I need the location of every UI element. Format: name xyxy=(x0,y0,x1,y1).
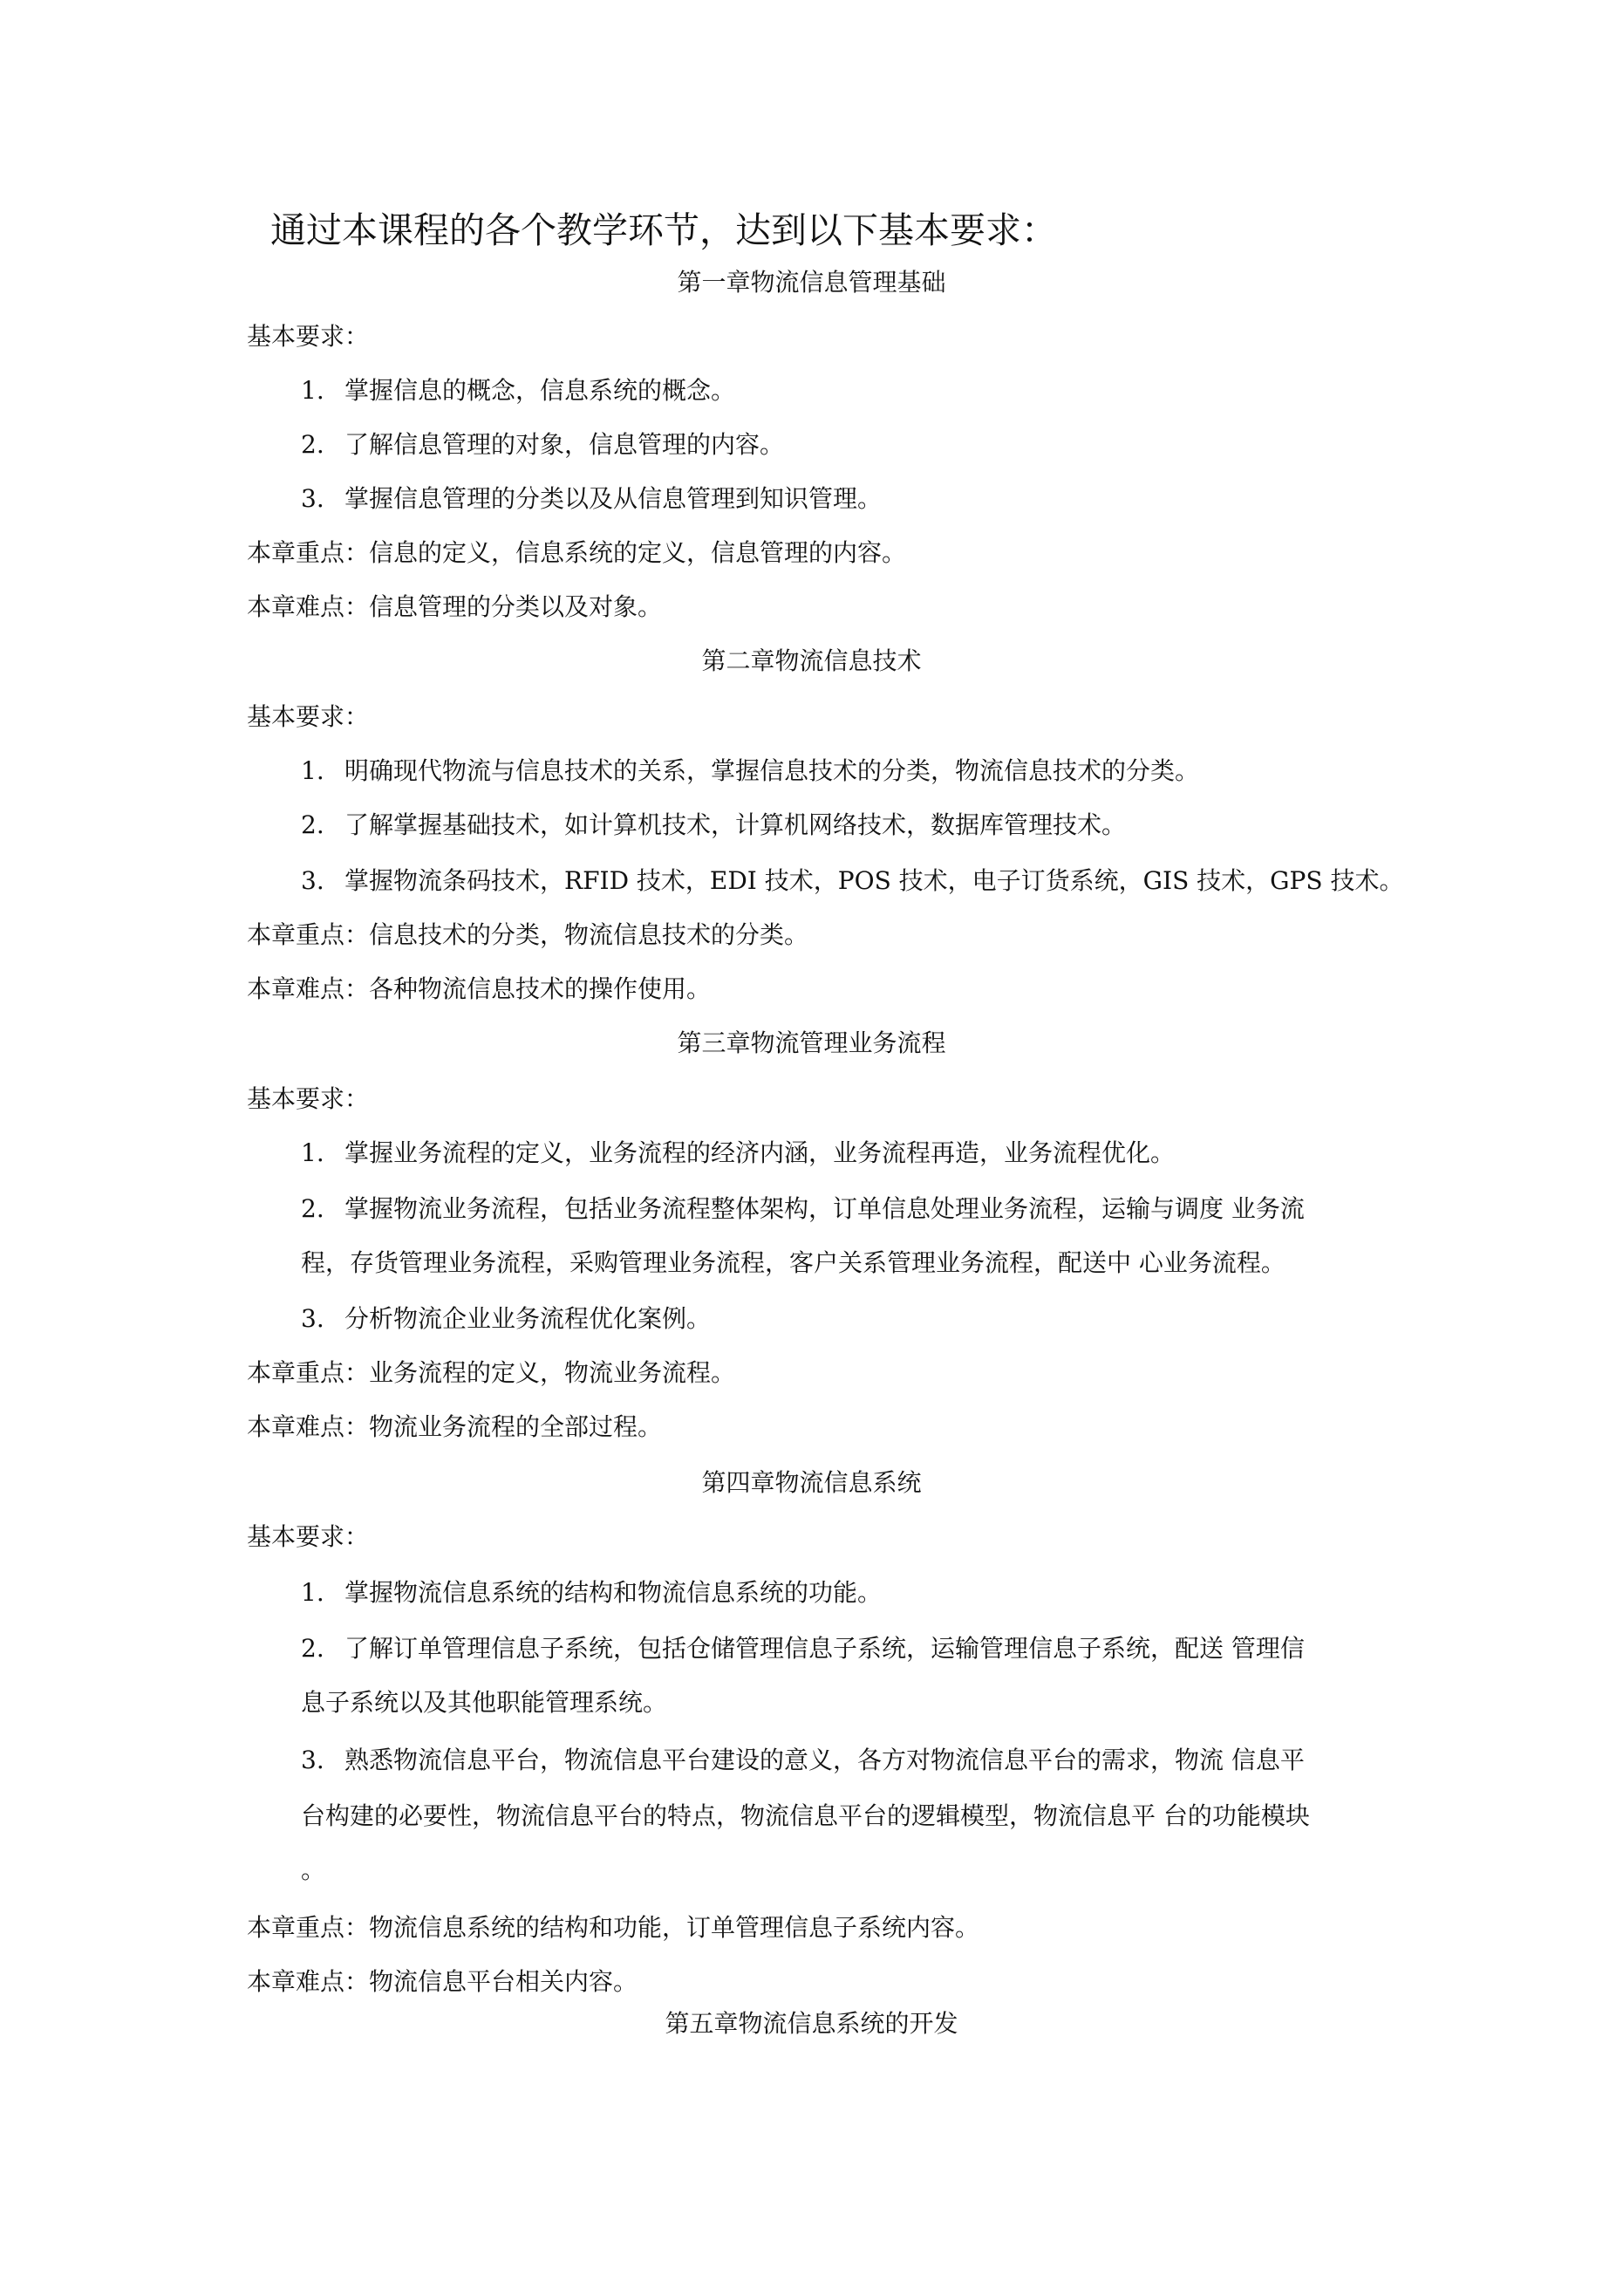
chapter-2-requirements-label: 基本要求： xyxy=(247,702,370,731)
item-text: 掌握信息的概念，信息系统的概念。 xyxy=(344,376,736,405)
item-number: 1. xyxy=(301,376,324,405)
chapter-2-item-2 xyxy=(301,808,1126,843)
item-text: 掌握物流条码技术，RFID 技术，EDI 技术，POS 技术，电子订货系统，GIS 技术，GPS 技术。 xyxy=(344,866,1404,895)
chapter-4-item-3 xyxy=(301,1743,1305,1778)
chapter-1-difficulties: 本章难点：信息管理的分类以及对象。 xyxy=(247,592,663,621)
chapter-4-difficulties: 本章难点：物流信息平台相关内容。 xyxy=(247,1967,638,1996)
item-text: 掌握物流业务流程，包括业务流程整体架构，订单信息处理业务流程，运输与调度 业务流 xyxy=(344,1194,1305,1223)
chapter-3-item-3 xyxy=(301,1302,711,1336)
chapter-4-title: 第四章物流信息系统 xyxy=(701,1468,922,1497)
chapter-1-title: 第一章物流信息管理基础 xyxy=(677,268,946,297)
item-text: 明确现代物流与信息技术的关系，掌握信息技术的分类，物流信息技术的分类。 xyxy=(344,756,1200,785)
chapter-5-title: 第五章物流信息系统的开发 xyxy=(665,2009,958,2038)
item-text: 掌握物流信息系统的结构和物流信息系统的功能。 xyxy=(344,1578,883,1607)
item-text: 掌握业务流程的定义，业务流程的经济内涵，业务流程再造，业务流程优化。 xyxy=(344,1138,1176,1167)
item-number: 2. xyxy=(301,810,324,839)
chapter-1-key-points: 本章重点：信息的定义，信息系统的定义，信息管理的内容。 xyxy=(247,538,907,567)
intro-heading: 通过本课程的各个教学环节，达到以下基本要求： xyxy=(270,209,1057,251)
chapter-4-item-3-continuation: 台构建的必要性，物流信息平台的特点，物流信息平台的逻辑模型，物流信息平 台的功能模块 xyxy=(301,1801,1310,1830)
chapter-4-item-3-continuation-2: 。 xyxy=(301,1855,326,1884)
chapter-2-title: 第二章物流信息技术 xyxy=(701,646,922,675)
item-number: 2. xyxy=(301,1194,324,1223)
chapter-1-item-3 xyxy=(301,482,882,516)
chapter-3-item-1 xyxy=(301,1136,1175,1171)
chapter-2-key-points: 本章重点：信息技术的分类，物流信息技术的分类。 xyxy=(247,920,809,949)
chapter-4-item-1 xyxy=(301,1575,882,1610)
chapter-2-difficulties: 本章难点：各种物流信息技术的操作使用。 xyxy=(247,974,712,1003)
item-number: 2. xyxy=(301,430,324,459)
item-text: 分析物流企业业务流程优化案例。 xyxy=(344,1304,712,1333)
chapter-3-requirements-label: 基本要求： xyxy=(247,1084,370,1113)
chapter-3-title: 第三章物流管理业务流程 xyxy=(677,1028,946,1057)
item-number: 1. xyxy=(301,1578,324,1607)
chapter-1-item-1 xyxy=(301,373,735,408)
item-text: 了解信息管理的对象，信息管理的内容。 xyxy=(344,430,785,459)
item-text: 熟悉物流信息平台，物流信息平台建设的意义，各方对物流信息平台的需求，物流 信息平 xyxy=(344,1746,1305,1774)
item-number: 3. xyxy=(301,1746,324,1774)
chapter-4-item-2 xyxy=(301,1631,1305,1666)
chapter-1-requirements-label: 基本要求： xyxy=(247,322,370,351)
item-number: 1. xyxy=(301,756,324,785)
chapter-2-item-1 xyxy=(301,754,1199,789)
item-number: 3. xyxy=(301,1304,324,1333)
item-text: 掌握信息管理的分类以及从信息管理到知识管理。 xyxy=(344,484,883,513)
item-text: 了解订单管理信息子系统，包括仓储管理信息子系统，运输管理信息子系统，配送 管理信 xyxy=(344,1634,1305,1663)
chapter-3-difficulties: 本章难点：物流业务流程的全部过程。 xyxy=(247,1412,663,1441)
chapter-4-requirements-label: 基本要求： xyxy=(247,1522,370,1551)
chapter-4-item-2-continuation: 息子系统以及其他职能管理系统。 xyxy=(301,1688,668,1717)
item-number: 3. xyxy=(301,866,324,895)
chapter-4-key-points: 本章重点：物流信息系统的结构和功能，订单管理信息子系统内容。 xyxy=(247,1913,980,1942)
item-number: 1. xyxy=(301,1138,324,1167)
chapter-3-item-2 xyxy=(301,1192,1305,1227)
chapter-3-item-2-continuation: 程，存货管理业务流程，采购管理业务流程，客户关系管理业务流程，配送中 心业务流程。 xyxy=(301,1248,1285,1277)
item-number: 2. xyxy=(301,1634,324,1663)
item-number: 3. xyxy=(301,484,324,513)
item-text: 了解掌握基础技术，如计算机技术，计算机网络技术，数据库管理技术。 xyxy=(344,810,1127,839)
chapter-1-item-2 xyxy=(301,427,784,462)
chapter-3-key-points: 本章重点：业务流程的定义，物流业务流程。 xyxy=(247,1358,736,1387)
chapter-2-item-3 xyxy=(301,864,1403,899)
